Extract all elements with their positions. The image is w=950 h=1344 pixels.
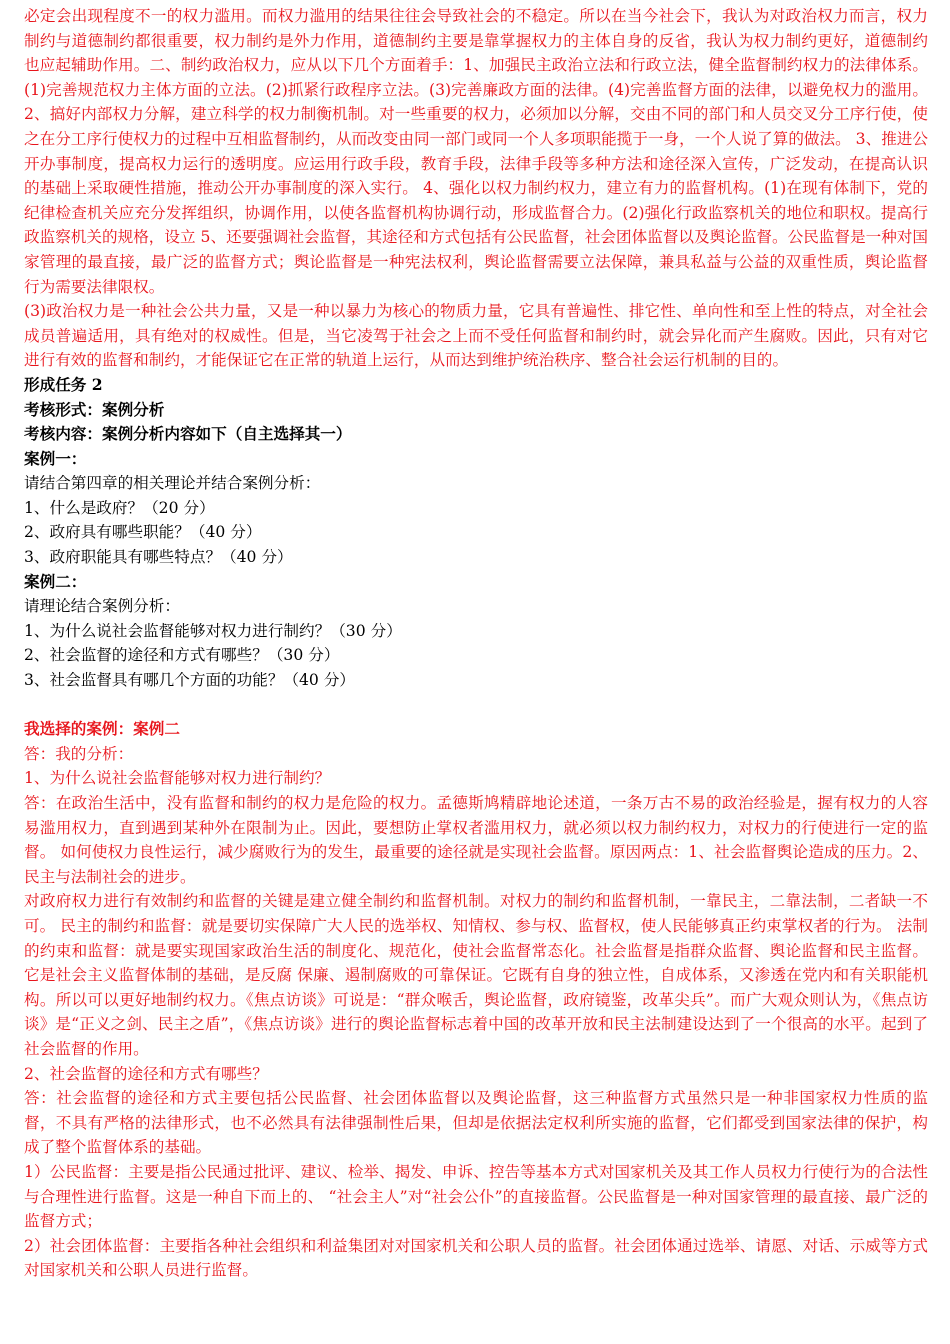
case1-prompt: 请结合第四章的相关理论并结合案例分析： [24, 474, 321, 493]
answer-q1-paragraph-2: 对政府权力进行有效制约和监督的关键是建立健全制约和监督机制。对权力的制约和监督机制，一靠民主，二靠法制，二者缺一不可。 民主的制约和监督：就是要切实保障广大人民的选举权、知情权、参与权、监督权，使人民能够真正约束掌权者的行为。 法制的约束和监督：就是要实现国家政治生活的制度化、规范化，使社会监督常态化。社会监督是指群众监督、舆论监督和民主监督。它是社会主义监督体制的基础，是反腐 保廉、遏制腐败的可靠保证。它既有自身的独立性，自成体系，又渗透在党内和有关职能机 构。所以可以更好地制约权力。《焦点访谈》可说是：“群众喉舌，舆论监督，政府镜鉴，改革尖兵”。而广大观众则认为，《焦点访谈》是“正义之剑、民主之盾”，《焦点访谈》进行的舆论监督标志着中国的改革开放和民主法制建设达到了一个很高的水平。起到了社会监督的作用。 [24, 892, 928, 1058]
blank-line [24, 693, 928, 718]
intro-paragraph-1: 必定会出现程度不一的权力滥用。而权力滥用的结果往往会导致社会的不稳定。所以在当今社会下，我认为对政治权力而言，权力制约与道德制约都很重要，权力制约是外力作用，道德制约主要是靠掌握权力的主体自身的反省，我认为权力制约更好，道德制约也应起辅助作用。二、制约政治权力，应从以下几个方面着手：1、加强民主政治立法和行政立法，健全监督制约权力的法律体系。(1)完善规范权力主体方面的立法。(2)抓紧行政程序立法。(3)完善廉政方面的法律。(4)完善监督方面的法律，以避免权力的滥用。 2、搞好内部权力分解，建立科学的权力制衡机制。对一些重要的权力，必须加以分解，交由不同的部门和人员交叉分工序行使，使之在分工序行使权力的过程中互相监督制约，从而改变由同一部门或同一个人多项职能揽于一身，一个人说了算的做法。 3、推进公开办事制度，提高权力运行的透明度。应运用行政手段，教育手段，法律手段等多种方法和途径深入宣传，广泛发动，在提高认识的基础上采取硬性措施，推动公开办事制度的深入实行。 4、强化以权力制约权力，建立有力的监督机构。(1)在现有体制下，党的纪律检查机关应充分发挥组织，协调作用，以使各监督机构协调行动，形成监督合力。(2)强化行政监察机关的地位和职权。提高行政监察机关的规格，设立 5、还要强调社会监督，其途径和方式包括有公民监督，社会团体监督以及舆论监督。公民监督是一种对国家管理的最直接，最广泛的监督方式；舆论监督是一种宪法权利，舆论监督需要立法保障，兼具私益与公益的双重性质，舆论监督行为需要法律限权。 [24, 7, 928, 296]
answer-q1-heading: 1、为什么说社会监督能够对权力进行制约？ [24, 769, 331, 788]
chosen-case: 我选择的案例：案例二 [24, 719, 180, 739]
task-content: 考核内容：案例分析内容如下（自主选择其一） [24, 424, 352, 444]
case1-question-3: 3、政府职能具有哪些特点？（40 分） [24, 548, 293, 567]
case1-question-2: 2、政府具有哪些职能？（40 分） [24, 523, 262, 542]
answer-q1-paragraph-1: 答：在政治生活中，没有监督和制约的权力是危险的权力。孟德斯鸠精辟地论述道，一条万古不易的政治经验是，握有权力的人容易滥用权力，直到遇到某种外在限制为止。因此，要想防止掌权者滥用权力，就必须以权力制约权力，对权力的行使进行一定的监督。 如何使权力良性运行，减少腐败行为的发生，最重要的途径就是实现社会监督。原因两点：1、社会监督舆论造成的压力。2、民主与法制社会的进步。 [24, 794, 928, 886]
case2-question-1: 1、为什么说社会监督能够对权力进行制约？（30 分） [24, 621, 402, 640]
answer-q2-paragraph-1: 答：社会监督的途径和方式主要包括公民监督、社会团体监督以及舆论监督，这三种监督方式虽然只是一种非国家权力性质的监督，不具有严格的法律形式，也不必然具有法律强制性后果，但却是依据法定权利所实施的监督，它们都受到国家法律的保护，构成了整个监督体系的基础。 [24, 1089, 928, 1157]
case1-heading: 案例一： [24, 448, 87, 468]
intro-paragraph-2: (3)政治权力是一种社会公共力量，又是一种以暴力为核心的物质力量，它具有普遍性、排它性、单向性和至上性的特点，对全社会成员普遍适用，具有绝对的权威性。但是，当它凌驾于社会之上而不受任何监督和制约时，就会异化而产生腐败。因此，只有对它进行有效的监督和制约，才能保证它在正常的轨道上运行，从而达到维护统治秩序、整合社会运行机制的目的。 [24, 302, 928, 370]
case2-question-3: 3、社会监督具有哪几个方面的功能？（40 分） [24, 671, 356, 690]
case2-question-2: 2、社会监督的途径和方式有哪些？（30 分） [24, 646, 340, 665]
case2-heading: 案例二： [24, 571, 87, 591]
case2-prompt: 请理论结合案例分析： [24, 597, 180, 616]
answer-q2-heading: 2、社会监督的途径和方式有哪些？ [24, 1064, 268, 1083]
task-form: 考核形式：案例分析 [24, 399, 165, 419]
answer-q2-paragraph-3: 2）社会团体监督：主要指各种社会组织和利益集团对对国家机关和公职人员的监督。社会团体通过选举、请愿、对话、示威等方式对国家机关和公职人员进行监督。 [24, 1236, 928, 1280]
answer-q2-paragraph-2: 1）公民监督：主要是指公民通过批评、建议、检举、揭发、申诉、控告等基本方式对国家机关及其工作人员权力行使行为的合法性与合理性进行监督。这是一种自下而上的、 “社会主人”对“社会公仆”的直接监督。公民监督是一种对国家管理的最直接、最广泛的监督方式； [24, 1162, 928, 1231]
answer-intro: 答：我的分析： [24, 744, 134, 763]
case1-question-1: 1、什么是政府？（20 分） [24, 498, 215, 517]
task-title: 形成任务 2 [24, 374, 103, 394]
